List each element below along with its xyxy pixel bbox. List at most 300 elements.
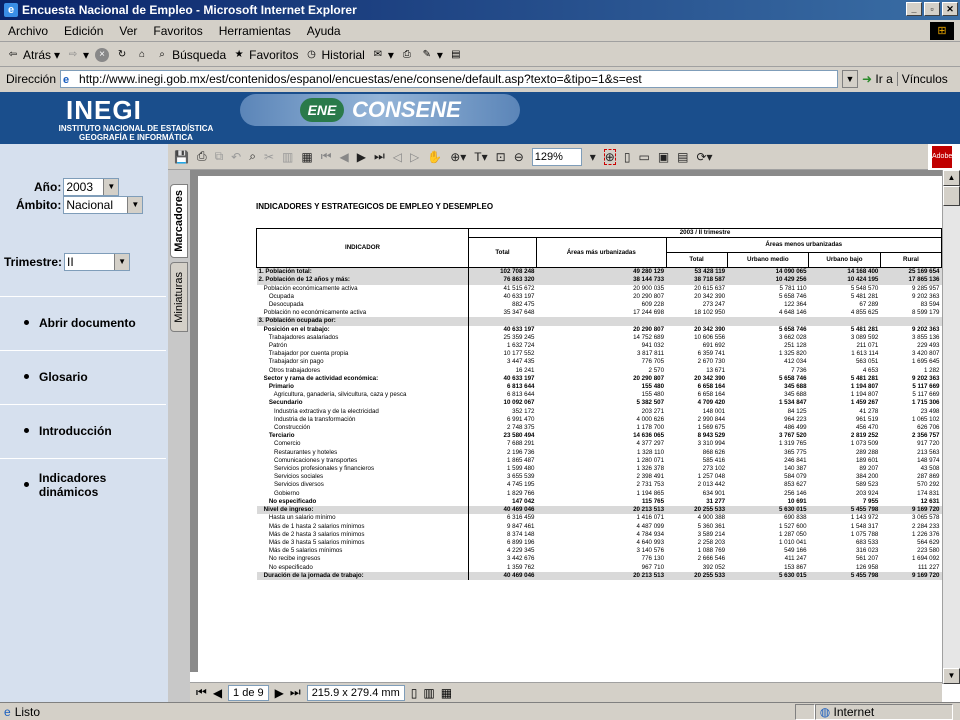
row-value: 3 662 028 <box>779 333 807 341</box>
row-value: 256 146 <box>784 489 807 497</box>
table-row <box>257 514 942 522</box>
row-value: 40 633 197 <box>469 293 537 301</box>
row-value: 287 869 <box>917 473 940 481</box>
nav-first-icon[interactable]: ⏮ <box>196 685 207 699</box>
table-row <box>257 293 942 301</box>
row-value: 9 169 720 <box>880 506 941 514</box>
row-label: Terciario <box>258 432 295 440</box>
report-body <box>257 268 942 580</box>
row-value: 4 745 195 <box>469 481 537 489</box>
col-total: Total <box>469 238 537 268</box>
row-value: 10 092 067 <box>469 399 537 407</box>
row-value: 20 213 513 <box>537 572 667 580</box>
row-value: 1 088 769 <box>697 547 726 555</box>
row-value: 5 481 281 <box>850 292 879 300</box>
row-value: 1 194 865 <box>636 489 665 497</box>
row-value: 964 223 <box>784 415 807 423</box>
year-select[interactable]: 2003 ▼ <box>63 178 119 196</box>
row-value: 882 475 <box>469 301 537 309</box>
row-value: 1 319 765 <box>779 440 807 448</box>
row-value: 5 548 570 <box>850 284 879 292</box>
row-value: 3 310 994 <box>697 440 726 448</box>
row-value: 3 065 578 <box>911 514 940 522</box>
history-icon: ◷ <box>307 48 316 60</box>
consene-banner: ENE CONSENE <box>240 94 520 126</box>
page-number-input[interactable]: 1 de 9 <box>228 685 269 701</box>
row-value: 1 416 071 <box>636 514 665 522</box>
row-value: 41 278 <box>859 407 879 415</box>
table-row <box>257 391 942 399</box>
row-value: 213 563 <box>917 448 940 456</box>
row-value: 273 247 <box>702 301 726 309</box>
reflow-icon[interactable]: ▤ <box>677 149 689 164</box>
menu-ver[interactable]: Ver <box>119 23 138 38</box>
tools-icon[interactable]: ✂ <box>263 149 274 164</box>
row-label: Servicios sociales <box>258 473 324 481</box>
row-value: 20 213 513 <box>537 506 667 514</box>
row-label: Trabajador por cuenta propia <box>258 350 349 358</box>
row-value: 549 166 <box>784 547 807 555</box>
row-value: 8 943 529 <box>697 432 726 440</box>
row-value: 20 342 390 <box>694 325 726 333</box>
row-value: 10 424 195 <box>809 276 881 284</box>
table-row <box>257 481 942 489</box>
row-label: Hasta un salario mínimo <box>258 514 336 522</box>
zoom-dropdown[interactable]: ▾ <box>589 149 596 164</box>
table-row <box>257 285 942 293</box>
row-value: 6 991 470 <box>469 416 537 424</box>
quarter-select[interactable]: II ▼ <box>64 253 130 271</box>
row-value: 6 316 459 <box>469 514 537 522</box>
row-value: 4 648 146 <box>779 309 807 317</box>
row-value: 1 226 376 <box>911 530 940 538</box>
row-value: 2 819 252 <box>850 432 879 440</box>
row-value: 4 377 297 <box>636 440 665 448</box>
row-value: 1 694 092 <box>911 555 940 563</box>
row-value: 6 899 196 <box>469 539 537 547</box>
nav-last-icon[interactable]: ⏭ <box>289 685 301 699</box>
back-button[interactable]: ⇦ Atrás ▾ <box>6 48 60 62</box>
row-label: Servicios diversos <box>258 481 324 489</box>
address-input[interactable]: e http://www.inegi.gob.mx/est/contenidos/espanol/encuestas/ene/consene/default.asp?texto=&tipo=1&s=est <box>60 70 838 88</box>
refresh-icon: ↻ <box>117 48 127 60</box>
table-row <box>257 301 942 309</box>
row-value: 776 705 <box>641 358 665 366</box>
forward-view-icon[interactable]: ▷ <box>410 149 420 164</box>
row-value: 223 580 <box>917 547 940 555</box>
ie-icon: e <box>4 3 18 17</box>
table-row <box>257 457 942 465</box>
row-value: 1 194 807 <box>850 391 879 399</box>
pdf-vertical-scrollbar[interactable] <box>942 170 960 684</box>
row-value: 1 010 041 <box>779 538 807 546</box>
row-label: Ocupada <box>258 292 294 300</box>
table-row <box>257 432 942 440</box>
mail-button[interactable]: ✉ ▾ <box>371 48 394 62</box>
table-row <box>257 276 942 284</box>
row-value <box>880 317 941 325</box>
row-value: 6 359 741 <box>697 350 726 358</box>
table-row <box>257 523 942 531</box>
row-value: 3 589 214 <box>697 530 726 538</box>
search-icon: ⌕ <box>159 48 165 60</box>
scroll-up-icon[interactable]: ▲ <box>943 170 960 186</box>
row-label: Población no económicamente activa <box>258 309 367 317</box>
row-value: 7 688 291 <box>469 440 537 448</box>
menu-herramientas[interactable]: Herramientas <box>218 23 291 38</box>
row-value: 43 508 <box>920 465 940 473</box>
row-value: 1 282 <box>924 366 940 374</box>
title-bar <box>0 0 960 20</box>
row-label: Industria de la transformación <box>258 415 356 423</box>
print-button[interactable] <box>400 48 414 62</box>
row-label: Comunicaciones y transportes <box>258 456 358 464</box>
last-page-icon[interactable]: ⏭ <box>373 149 385 163</box>
row-value: 20 255 533 <box>666 506 727 514</box>
row-value: 1 075 788 <box>850 530 879 538</box>
back-view-icon[interactable]: ◁ <box>392 149 403 164</box>
edit-button[interactable]: ✎ ▾ <box>420 48 443 62</box>
row-value: 89 207 <box>859 465 879 473</box>
row-value: 345 688 <box>784 391 807 399</box>
menu-favoritos[interactable]: Favoritos <box>153 23 203 38</box>
row-value: 9 202 363 <box>911 374 940 382</box>
row-value: 7 736 <box>791 366 807 374</box>
row-value: 9 202 363 <box>911 292 940 300</box>
row-value: 35 347 648 <box>469 309 537 317</box>
row-value: 20 342 390 <box>694 374 726 382</box>
address-bar <box>0 67 960 91</box>
row-value: 1 325 820 <box>779 350 807 358</box>
browser-status-bar <box>0 702 960 720</box>
table-row <box>257 383 942 391</box>
refresh-button[interactable] <box>115 48 129 62</box>
row-value: 5 117 669 <box>912 383 940 391</box>
row-value: 1 632 724 <box>469 342 537 350</box>
row-value: 49 280 129 <box>537 268 667 277</box>
year-field: Año: 2003 ▼ <box>34 178 119 196</box>
table-row <box>257 490 942 498</box>
report-table <box>256 228 942 580</box>
row-value: 1 257 048 <box>697 473 726 481</box>
row-value: 147 042 <box>469 498 537 506</box>
browser-toolbar <box>0 43 960 67</box>
table-row <box>257 539 942 547</box>
page-icon: e <box>63 74 70 86</box>
row-value: 40 633 197 <box>469 375 537 383</box>
row-label: Más de 1 hasta 2 salarios mínimos <box>258 522 365 530</box>
hand-tool-icon[interactable]: ✋ <box>427 149 443 164</box>
first-page-icon[interactable]: ⏮ <box>320 149 332 163</box>
pdf-status-bar <box>190 682 942 702</box>
table-row <box>257 268 942 277</box>
close-button[interactable]: ✕ <box>942 2 958 16</box>
status-zone: ◍ Internet <box>815 704 953 720</box>
row-value: 9 202 363 <box>911 325 940 333</box>
row-value: 853 627 <box>784 481 807 489</box>
row-value: 251 128 <box>784 342 807 350</box>
row-value: 5 658 746 <box>779 325 807 333</box>
row-value: 1 328 110 <box>636 448 665 456</box>
table-row <box>257 572 942 580</box>
row-value: 570 292 <box>917 481 940 489</box>
row-value: 2 990 844 <box>697 415 726 423</box>
row-value: 626 706 <box>917 424 940 432</box>
table-row <box>257 399 942 407</box>
adobe-logo: Adobe <box>932 146 952 168</box>
row-value: 3 089 592 <box>850 333 879 341</box>
row-value: 84 125 <box>787 407 807 415</box>
row-value: 115 765 <box>642 497 665 505</box>
row-label: Población económicamente activa <box>258 284 358 292</box>
row-value: 23 580 494 <box>469 432 537 440</box>
row-value: 5 455 798 <box>809 506 881 514</box>
row-label: Patrón <box>258 342 288 350</box>
address-dropdown[interactable]: ▼ <box>842 70 858 88</box>
table-row <box>257 473 942 481</box>
row-value: 634 901 <box>702 489 726 497</box>
fit-width-icon[interactable]: ▣ <box>657 149 670 164</box>
row-value: 1 829 766 <box>469 490 537 498</box>
globe-icon: ◍ <box>819 704 831 719</box>
row-value: 5 117 669 <box>912 391 940 399</box>
row-value: 486 499 <box>784 424 807 432</box>
table-row <box>257 408 942 416</box>
history-button[interactable]: ◷ Historial <box>304 48 364 62</box>
row-value: 25 359 245 <box>469 334 537 342</box>
row-value: 203 924 <box>855 489 879 497</box>
scope-field: Ámbito: Nacional ▼ <box>16 196 143 214</box>
favorites-button[interactable]: ★ Favoritos <box>232 48 298 62</box>
row-value: 961 519 <box>855 415 879 423</box>
row-value: 5 481 281 <box>850 325 879 333</box>
minimize-button[interactable]: _ <box>906 2 922 16</box>
row-value: 140 387 <box>784 465 807 473</box>
row-value: 456 470 <box>855 424 879 432</box>
row-label: Trabajador sin pago <box>258 358 324 366</box>
row-value: 3 447 435 <box>469 358 537 366</box>
row-value: 153 867 <box>784 563 807 571</box>
mail-icon: ✉ <box>373 48 383 60</box>
row-value: 83 594 <box>920 301 940 309</box>
table-row <box>257 498 942 506</box>
menu-bar <box>0 20 960 42</box>
zoom-in-icon[interactable]: ⊕ <box>604 149 615 164</box>
row-value <box>727 317 808 325</box>
row-value: 148 974 <box>917 456 940 464</box>
save-icon[interactable]: 💾 <box>174 149 189 164</box>
row-value: 40 633 197 <box>469 326 537 334</box>
col-urban: Áreas más urbanizadas <box>537 238 667 268</box>
row-value: 20 290 807 <box>633 374 665 382</box>
row-value: 20 290 807 <box>633 292 665 300</box>
row-label: Sector y rama de actividad económica: <box>258 374 379 382</box>
row-label: Duración de la jornada de trabajo: <box>257 572 469 580</box>
row-value: 14 090 065 <box>727 268 808 277</box>
links-button[interactable]: Vínculos <box>897 72 948 86</box>
row-value: 20 290 807 <box>633 325 665 333</box>
prev-page-icon[interactable]: ◀ <box>339 149 349 164</box>
scroll-down-icon[interactable]: ▼ <box>943 668 960 684</box>
row-value: 8 374 148 <box>469 531 537 539</box>
zoom-out-icon[interactable]: ⊖ <box>513 149 524 164</box>
search-button[interactable]: ⌕ Búsqueda <box>155 48 226 62</box>
row-value: 365 775 <box>784 448 807 456</box>
undo-icon[interactable]: ↶ <box>231 149 242 164</box>
row-value: 2 666 546 <box>697 555 726 563</box>
pdf-page <box>198 176 942 672</box>
actual-size-icon[interactable]: ▯ <box>623 149 631 164</box>
address-label: Dirección <box>6 72 57 86</box>
home-button[interactable] <box>135 48 149 62</box>
go-arrow-icon: ➜ <box>862 72 873 86</box>
row-value: 1 459 267 <box>850 399 879 407</box>
ene-logo-icon: ENE <box>300 98 344 122</box>
row-value: 1 287 050 <box>779 530 807 538</box>
facing-icon[interactable]: ▦ <box>440 685 453 700</box>
row-value: 3 655 539 <box>469 473 537 481</box>
row-value: 6 813 644 <box>469 383 537 391</box>
nav-glossary[interactable]: Glosario <box>0 350 166 402</box>
report-title: INDICADORES Y ESTRATEGICOS DE EMPLEO Y DESEMPLEO <box>256 202 494 211</box>
fit-page-icon[interactable]: ▭ <box>638 149 650 164</box>
row-value: 18 102 950 <box>694 309 726 317</box>
snapshot-icon[interactable]: ⊡ <box>495 149 506 164</box>
zoom-input[interactable]: 129% <box>532 148 582 166</box>
forward-button[interactable]: ⇨ ▾ <box>66 48 89 62</box>
table-row <box>257 416 942 424</box>
row-label: Trabajadores asalariados <box>258 333 339 341</box>
row-value: 1 548 317 <box>850 522 879 530</box>
row-value: 4 855 625 <box>850 309 879 317</box>
row-value: 31 277 <box>706 497 726 505</box>
row-value: 4 487 099 <box>636 522 665 530</box>
table-row <box>257 449 942 457</box>
row-value: 1 143 972 <box>850 514 879 522</box>
menu-edicion[interactable]: Edición <box>64 23 104 38</box>
row-label: 3. Población ocupada por: <box>257 317 469 325</box>
pdf-side-tabs <box>168 144 190 702</box>
table-row <box>257 506 942 514</box>
row-value: 189 601 <box>855 456 879 464</box>
row-label: Posición en el trabajo: <box>258 325 330 333</box>
scroll-thumb[interactable] <box>943 186 960 206</box>
row-value: 5 781 110 <box>779 284 807 292</box>
copy-icon[interactable]: ⧉ <box>214 149 224 163</box>
tab-bookmarks[interactable]: Marcadores <box>170 184 188 258</box>
row-value: 122 364 <box>784 301 807 309</box>
row-value: 1 326 378 <box>636 465 665 473</box>
row-value: 8 599 179 <box>911 309 940 317</box>
scope-select[interactable]: Nacional ▼ <box>63 196 143 214</box>
row-value: 868 626 <box>702 448 726 456</box>
row-label: Primario <box>258 383 294 391</box>
row-label: No recibe ingresos <box>258 555 321 563</box>
stop-button[interactable] <box>95 48 109 62</box>
menu-ayuda[interactable]: Ayuda <box>306 23 341 38</box>
status-text: Listo <box>14 704 41 719</box>
table-row <box>257 531 942 539</box>
find-icon[interactable]: ⌕ <box>249 149 256 163</box>
table-row <box>257 547 942 555</box>
panel-icon[interactable]: ▦ <box>301 149 313 164</box>
row-value: 25 169 654 <box>880 268 941 277</box>
continuous-icon[interactable]: ▥ <box>423 685 435 700</box>
nav-open-document[interactable]: Abrir documento <box>0 296 166 348</box>
windows-logo-icon: ⊞ <box>930 22 954 40</box>
row-value: 4 000 626 <box>636 415 665 423</box>
zoom-tool-icon[interactable]: ⊕▾ <box>450 149 467 164</box>
row-label: Agricultura, ganadería, silvicultura, caza y pesca <box>258 391 407 399</box>
row-value: 5 630 015 <box>727 572 808 580</box>
nav-next-icon[interactable]: ▶ <box>274 685 284 700</box>
table-row <box>257 424 942 432</box>
go-button[interactable]: ➜ Ir a <box>862 72 893 86</box>
row-value: 23 498 <box>920 407 940 415</box>
table-row <box>257 367 942 375</box>
row-value: 148 001 <box>702 407 726 415</box>
row-value: 9 285 957 <box>911 284 940 292</box>
tab-thumbnails[interactable]: Miniaturas <box>170 262 188 332</box>
table-row <box>257 326 942 334</box>
row-label: No especificado <box>258 563 313 571</box>
row-value: 316 023 <box>855 547 879 555</box>
row-value: 273 102 <box>702 465 726 473</box>
row-value: 20 615 637 <box>694 284 726 292</box>
row-value: 2 013 442 <box>697 481 726 489</box>
row-value: 561 207 <box>855 555 879 563</box>
table-row <box>257 317 942 325</box>
single-page-icon[interactable]: ▯ <box>410 685 418 700</box>
pages-icon[interactable]: ▥ <box>282 149 294 164</box>
next-page-icon[interactable]: ▶ <box>356 149 366 164</box>
row-value: 41 515 672 <box>469 285 537 293</box>
menu-archivo[interactable]: Archivo <box>8 23 49 38</box>
col-less-urban: Áreas menos urbanizadas <box>666 238 941 253</box>
row-value: 203 271 <box>641 407 665 415</box>
nav-prev-icon[interactable]: ◀ <box>212 685 223 700</box>
table-row <box>257 350 942 358</box>
row-label: No especificado <box>258 497 317 505</box>
row-value: 53 428 119 <box>666 268 727 277</box>
table-row <box>257 440 942 448</box>
nav-dynamic-indicators[interactable]: Indicadores dinámicos <box>0 458 166 510</box>
row-value: 4 709 420 <box>697 399 726 407</box>
period-header: 2003 / II trimestre <box>469 229 942 238</box>
row-value: 967 710 <box>641 563 665 571</box>
row-label: Secundario <box>258 399 303 407</box>
row-value: 14 752 689 <box>633 333 665 341</box>
row-label: 1. Población total: <box>257 268 469 277</box>
row-value: 102 708 248 <box>469 268 537 277</box>
rotate-icon[interactable]: ⟳▾ <box>696 149 713 164</box>
row-value: 5 455 798 <box>809 572 881 580</box>
row-value: 16 241 <box>469 367 537 375</box>
text-select-icon[interactable]: T▾ <box>474 149 488 164</box>
row-value: 412 034 <box>784 358 807 366</box>
row-value: 1 865 487 <box>469 457 537 465</box>
discuss-button[interactable] <box>449 48 463 62</box>
nav-introduction[interactable]: Introducción <box>0 404 166 456</box>
row-value: 384 200 <box>855 473 879 481</box>
page-size: 215.9 x 279.4 mm <box>307 685 405 701</box>
site-header <box>0 92 960 144</box>
print-pdf-icon[interactable]: ⎙ <box>196 149 207 163</box>
row-value: 411 247 <box>784 555 807 563</box>
row-value: 17 244 698 <box>633 309 665 317</box>
maximize-button[interactable]: ▫ <box>924 2 940 16</box>
row-value: 5 658 746 <box>779 292 807 300</box>
